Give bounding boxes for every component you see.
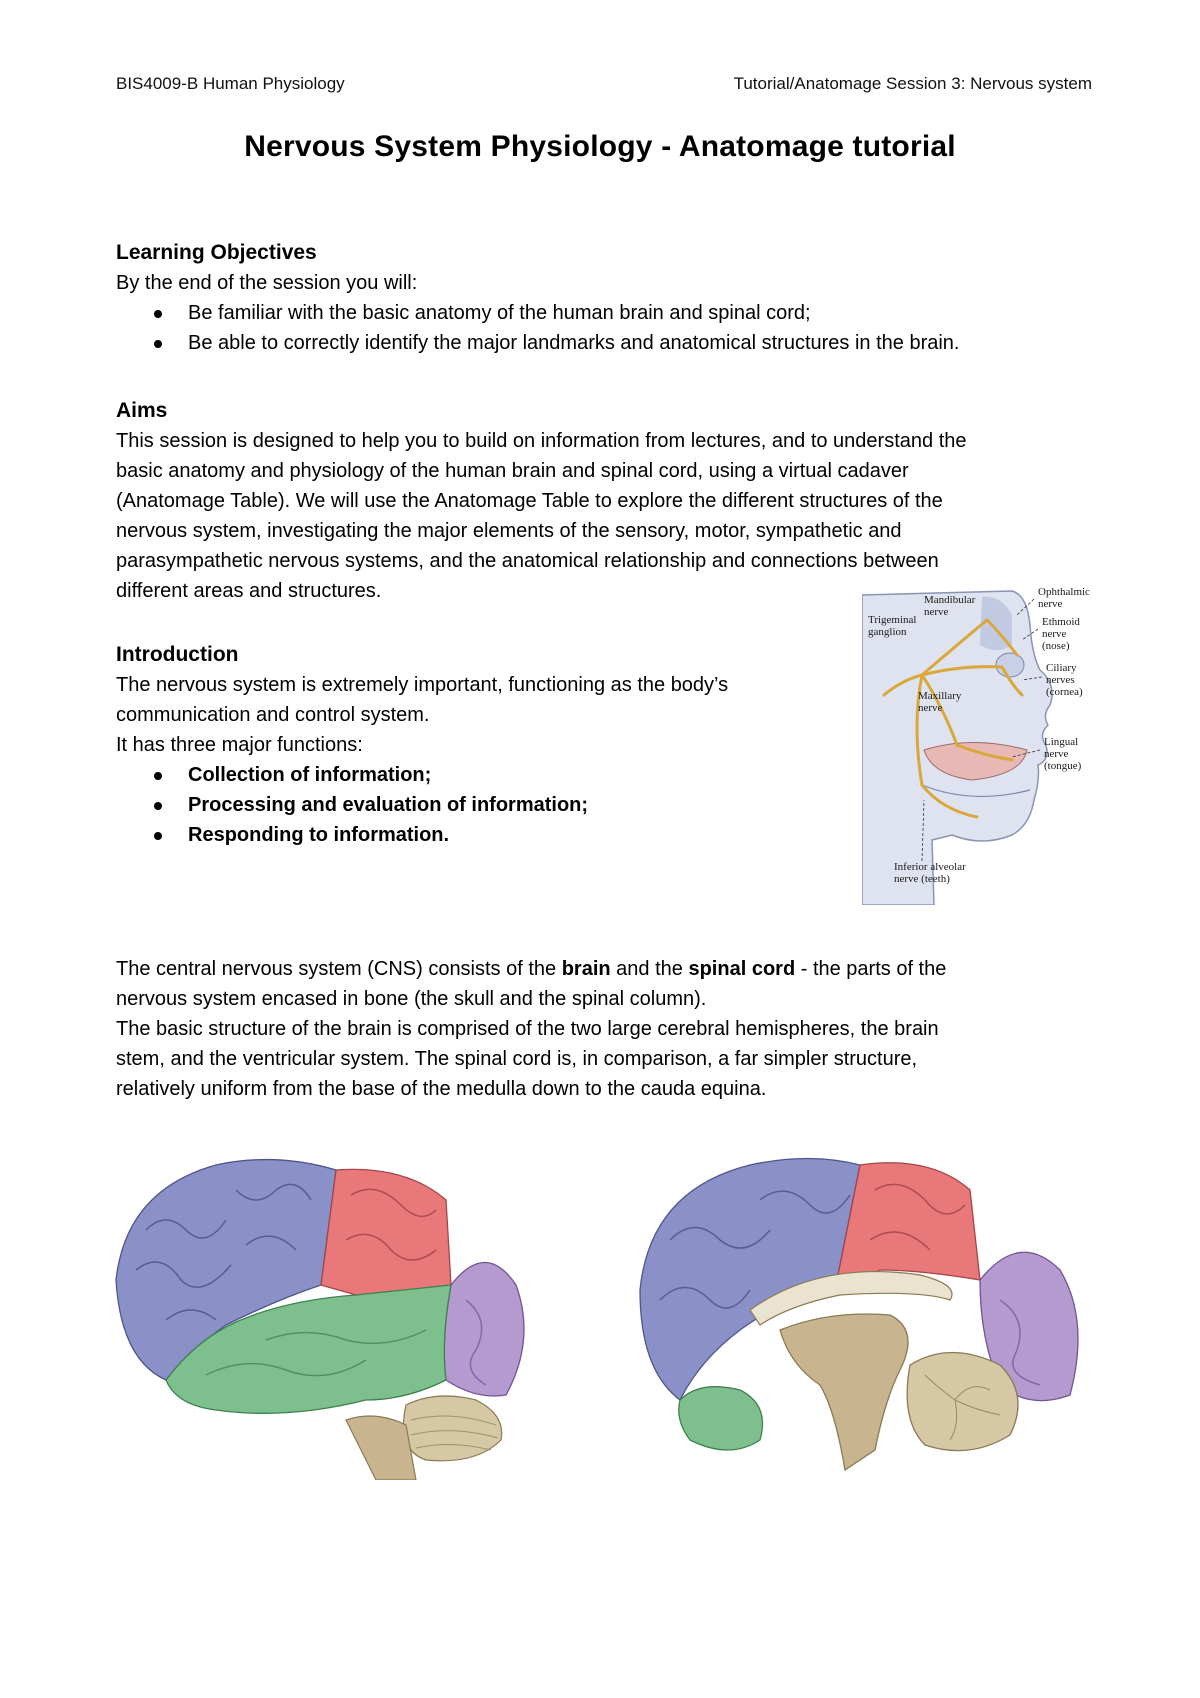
cns-line [116, 954, 1096, 984]
function-item: Processing and evaluation of information; [116, 790, 836, 820]
cns-section [116, 954, 1096, 1104]
label-maxillary: Maxillary [918, 690, 962, 702]
label-inferior-alveolar: nerve (teeth) [894, 873, 950, 885]
label-ciliary: nerves [1046, 674, 1075, 686]
aims-line: basic anatomy and physiology of the human brain and spinal cord, using a virtual cadaver [116, 460, 909, 482]
aims-line: different areas and structures. [116, 580, 382, 602]
label-ethmoid: Ethmoid [1042, 616, 1080, 628]
cns-term-spinal-cord: spinal cord [688, 958, 796, 980]
label-maxillary: nerve [918, 702, 943, 714]
cns-line: relatively uniform from the base of the medulla down to the cauda equina. [116, 1078, 767, 1100]
aims-line: nervous system, investigating the major elements of the sensory, motor, sympathetic and [116, 520, 902, 542]
introduction-line: It has three major functions: [116, 734, 363, 756]
cns-term-brain: brain [561, 958, 611, 980]
label-ethmoid: nerve [1042, 628, 1067, 640]
brain-lateral-illustration [106, 1150, 582, 1480]
introduction-section [116, 640, 836, 850]
page-title: Nervous System Physiology - Anatomage tutorial [244, 130, 956, 163]
objectives-intro: By the end of the session you will: [116, 272, 418, 294]
introduction-line: communication and control system. [116, 704, 430, 726]
label-inferior-alveolar: Inferior alveolar [894, 861, 966, 873]
header-session: Tutorial/Anatomage Session 3: Nervous system [733, 74, 1092, 93]
objectives-heading: Learning Objectives [116, 241, 317, 264]
aims-heading: Aims [116, 399, 168, 422]
objectives-list [116, 298, 1096, 358]
label-trigeminal: ganglion [868, 626, 907, 638]
cns-line: stem, and the ventricular system. The spinal cord is, in comparison, a far simpler structure, [116, 1048, 918, 1070]
label-ciliary: Ciliary [1046, 662, 1077, 674]
aims-line: parasympathetic nervous systems, and the anatomical relationship and connections between [116, 550, 939, 572]
aims-line: (Anatomage Table). We will use the Anatomage Table to explore the different structures of the [116, 490, 943, 512]
label-mandibular: nerve [924, 606, 949, 618]
label-lingual: (tongue) [1044, 760, 1082, 772]
cns-text: - the parts of the [795, 958, 947, 980]
label-ethmoid: (nose) [1042, 640, 1070, 652]
introduction-heading: Introduction [116, 643, 239, 666]
function-item: Collection of information; [116, 760, 836, 790]
label-lingual: Lingual [1044, 736, 1079, 748]
brain-midsagittal-illustration [620, 1150, 1130, 1490]
cns-text: The central nervous system (CNS) consists of the [116, 958, 562, 980]
introduction-line: The nervous system is extremely important, functioning as the body’s [116, 674, 729, 696]
label-mandibular: Mandibular [924, 594, 976, 606]
header-course: BIS4009-B Human Physiology [116, 74, 345, 93]
label-ophthalmic: nerve [1038, 598, 1063, 610]
objective-item: Be able to correctly identify the major landmarks and anatomical structures in the brain. [116, 328, 1096, 358]
objectives-section [116, 238, 1096, 358]
cns-text: and the [610, 958, 689, 980]
label-trigeminal: Trigeminal [868, 614, 917, 626]
trigeminal-nerve-illustration [862, 585, 1102, 905]
aims-line: This session is designed to help you to build on information from lectures, and to understand the [116, 430, 967, 452]
label-lingual: nerve [1044, 748, 1069, 760]
function-item: Responding to information. [116, 820, 836, 850]
cns-line: nervous system encased in bone (the skull and the spinal column). [116, 988, 707, 1010]
label-ophthalmic: Ophthalmic [1038, 586, 1090, 598]
aims-section [116, 396, 1096, 606]
label-ciliary: (cornea) [1046, 686, 1083, 698]
functions-list [116, 760, 836, 850]
cns-line: The basic structure of the brain is comprised of the two large cerebral hemispheres, the brain [116, 1018, 939, 1040]
objective-item: Be familiar with the basic anatomy of the human brain and spinal cord; [116, 298, 1096, 328]
